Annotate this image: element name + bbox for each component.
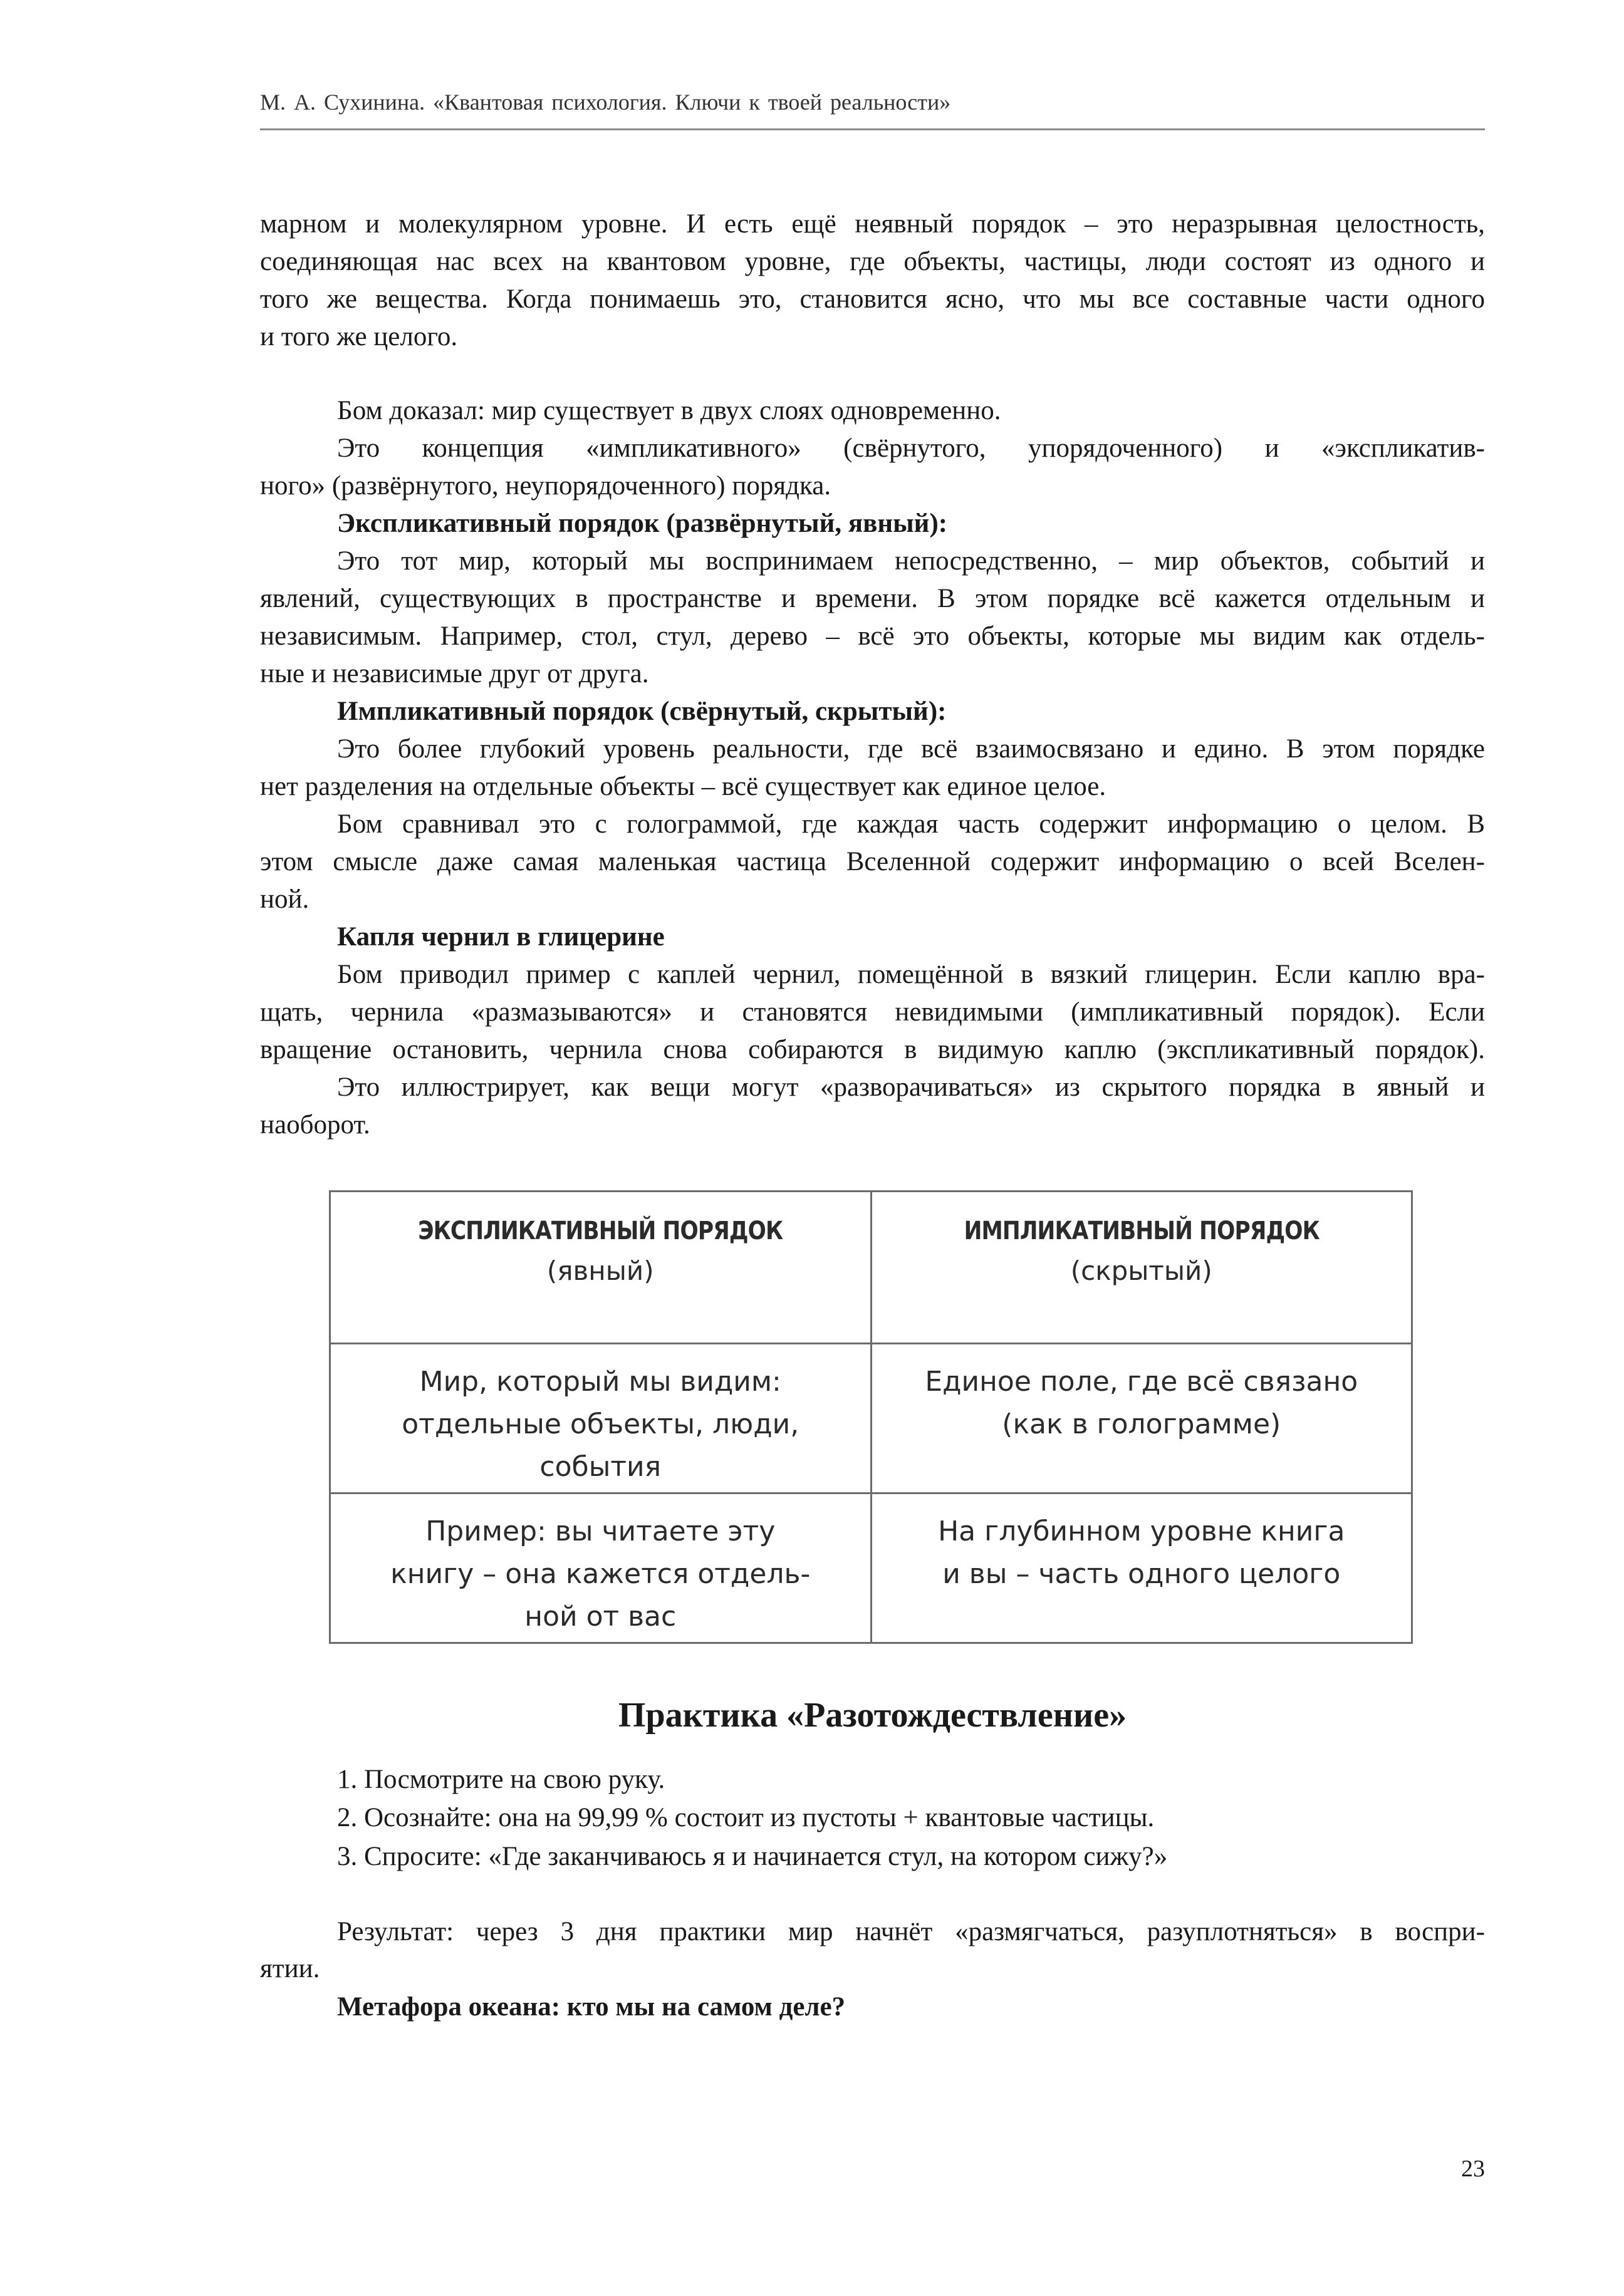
body-line: щать, чернила «размазываются» и становятся невидимыми (импликативный порядок). Если	[260, 997, 1485, 1027]
body-line: того же вещества. Когда понимаешь это, становится ясно, что мы все составные части одного	[260, 284, 1485, 314]
body-line: явлений, существующих в пространстве и времени. В этом порядке всё кажется отдельным и	[260, 584, 1485, 613]
cell-text: Единое поле, где всё связано	[925, 1366, 1358, 1398]
body-line: и того же целого.	[260, 322, 458, 351]
table-header-cell	[871, 1192, 1412, 1344]
cell-text: (как в голограмме)	[1002, 1408, 1281, 1440]
table-row	[330, 1344, 1412, 1493]
body-line: этом смысле даже самая маленькая частица Вселенной содержит информацию о всей Вселен-	[260, 847, 1485, 876]
subheading-ink: Капля чернил в глицерине	[337, 922, 665, 952]
body-line: вращение остановить, чернила снова собираются в видимую каплю (экспликативный порядок).	[260, 1035, 1485, 1064]
table-header-row	[330, 1192, 1412, 1344]
comparison-table	[329, 1190, 1413, 1644]
body-line: Это более глубокий уровень реальности, где всё взаимосвязано и едино. В этом порядке	[337, 734, 1485, 764]
header-rule	[260, 128, 1485, 130]
body-line: Бом доказал: мир существует в двух слоях одновременно.	[337, 396, 1001, 425]
cell-text: книгу – она кажется отдель-	[390, 1558, 811, 1590]
body-line: Бом приводил пример с каплей чернил, помещённой в вязкий глицерин. Если каплю вра-	[337, 960, 1485, 989]
cell-text: На глубинном уровне книга	[938, 1515, 1345, 1547]
table-cell	[330, 1344, 872, 1493]
body-line: нет разделения на отдельные объекты – всё существует как единое целое.	[260, 772, 1106, 801]
cell-text: и вы – часть одного целого	[942, 1558, 1341, 1590]
body-line: Это иллюстрирует, как вещи могут «разворачиваться» из скрытого порядка в явный и	[337, 1073, 1485, 1102]
body-line: марном и молекулярном уровне. И есть ещё неявный порядок – это неразрывная целостность,	[260, 209, 1485, 239]
subheading-ocean: Метафора океана: кто мы на самом деле?	[337, 1992, 846, 2022]
table-cell	[330, 1493, 872, 1643]
body-line: соединяющая нас всех на квантовом уровне, где объекты, частицы, люди состоят из одного и	[260, 247, 1485, 276]
table-row	[330, 1493, 1412, 1643]
column-subtitle: (скрытый)	[1070, 1255, 1212, 1286]
column-title: ЭКСПЛИКАТИВНЫЙ ПОРЯДОК	[418, 1217, 783, 1245]
cell-text: ной от вас	[524, 1601, 677, 1633]
body-line: ной.	[260, 885, 310, 914]
result-line: Результат: через 3 дня практики мир начнёт «размягчаться, разуплотняться» в воспри-	[337, 1917, 1485, 1946]
cell-text: Мир, который мы видим:	[419, 1366, 781, 1398]
practice-step: 3. Спросите: «Где заканчиваюсь я и начинается стул, на котором сижу?»	[337, 1842, 1168, 1871]
practice-step: 2. Осознайте: она на 99,99 % состоит из пустоты + квантовые частицы.	[337, 1803, 1155, 1832]
running-head: М. А. Сухинина. «Квантовая психология. Ключи к твоей реальности»	[260, 90, 951, 115]
body-line: Это концепция «импликативного» (свёрнутого, упорядоченного) и «экспликатив-	[337, 434, 1485, 463]
column-subtitle: (явный)	[546, 1255, 654, 1286]
result-line: ятии.	[260, 1954, 320, 1983]
body-line: ные и независимые друг от друга.	[260, 659, 649, 688]
subheading-implicate: Импликативный порядок (свёрнутый, скрытый):	[337, 697, 947, 726]
section-title: Практика «Разотождествление»	[618, 1696, 1127, 1735]
cell-text: Пример: вы читаете эту	[425, 1515, 776, 1547]
table-cell	[871, 1344, 1412, 1493]
cell-text: события	[539, 1451, 662, 1483]
body-line: Это тот мир, который мы воспринимаем непосредственно, – мир объектов, событий и	[337, 546, 1485, 576]
body-line: наоборот.	[260, 1110, 370, 1140]
table-header-cell	[330, 1192, 872, 1344]
body-line: независимым. Например, стол, стул, дерево – всё это объекты, которые мы видим как отдель-	[260, 621, 1485, 651]
table-cell	[871, 1493, 1412, 1643]
body-line: ного» (развёрнутого, неупорядоченного) порядка.	[260, 471, 831, 501]
practice-step: 1. Посмотрите на свою руку.	[337, 1765, 665, 1794]
page-number: 23	[1461, 2156, 1485, 2182]
subheading-explicate: Экспликативный порядок (развёрнутый, явный):	[337, 509, 948, 538]
body-line: Бом сравнивал это с голограммой, где каждая часть содержит информацию о целом. В	[337, 809, 1485, 839]
cell-text: отдельные объекты, люди,	[402, 1408, 799, 1440]
column-title: ИМПЛИКАТИВНЫЙ ПОРЯДОК	[964, 1217, 1320, 1245]
